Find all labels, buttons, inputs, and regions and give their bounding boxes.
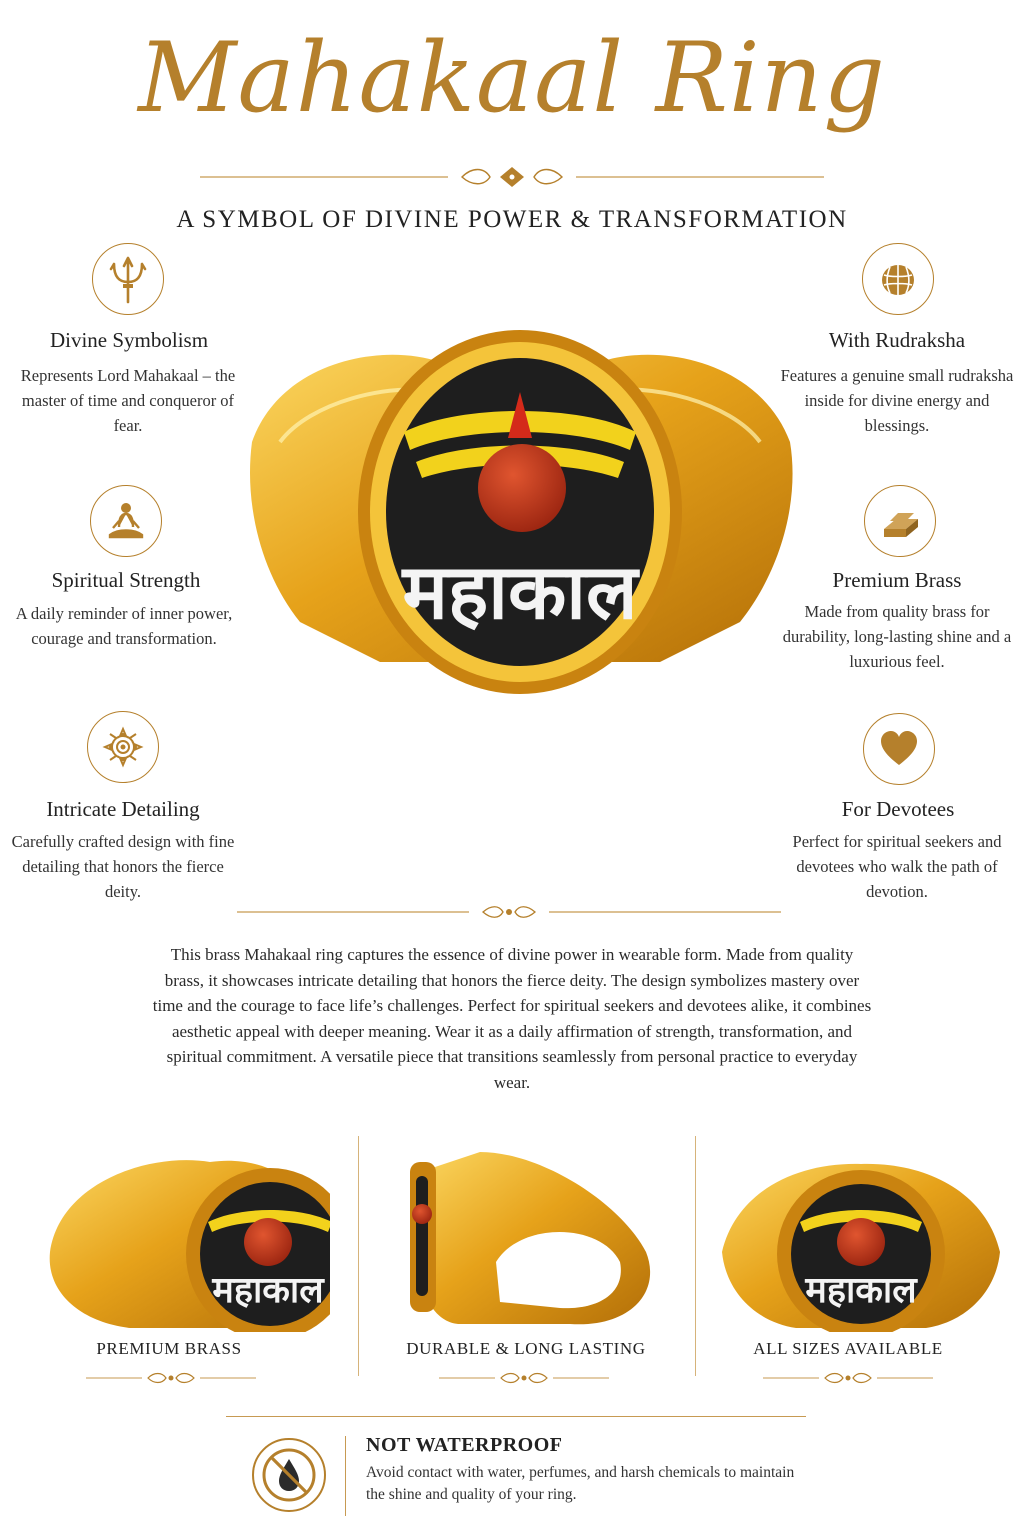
feature-title-with-rudraksha: With Rudraksha xyxy=(828,328,966,352)
feature-text-intricate-detailing: Carefully crafted design with fine detailing that honors the fierce deity. xyxy=(11,832,235,901)
caption-ornament xyxy=(86,1371,256,1385)
heart-icon xyxy=(863,713,935,785)
page-subtitle: A SYMBOL OF DIVINE POWER & TRANSFORMATION xyxy=(176,206,848,233)
ring-inscription: महाकाल xyxy=(212,1270,324,1311)
caption-ornament xyxy=(763,1371,933,1385)
feature-title-for-devotees: For Devotees xyxy=(841,797,955,821)
trident-icon xyxy=(92,243,164,315)
product-description: This brass Mahakaal ring captures the essence of divine power in wearable form. Made from quality brass, it showcases intricate detailing that honors the fierce deity. The design symbolizes mastery over time and the courage to face life’s challenges. Perfect for spiritual seekers and devotees alike, it combines aesthetic appeal with deeper meaning. Wear it as a daily affirmation of strength, transformation, and spiritual commitment. A versatile piece that transitions seamlessly from personal practice to everyday wear. xyxy=(152,945,872,1092)
feature-text-premium-brass: Made from quality brass for durability, long-lasting shine and a luxurious feel. xyxy=(782,602,1012,671)
meditation-icon xyxy=(90,485,162,557)
ring-inscription: महाकाल xyxy=(805,1270,917,1311)
feature-text-for-devotees: Perfect for spiritual seekers and devotees who walk the path of devotion. xyxy=(792,832,1002,901)
footer-divider xyxy=(226,1416,806,1417)
gallery-separator xyxy=(358,1136,359,1376)
caption-durable: DURABLE & LONG LASTING xyxy=(406,1339,646,1358)
gallery-ring-front xyxy=(716,1142,1006,1332)
brass-bar-icon xyxy=(864,485,936,557)
rudraksha-icon xyxy=(862,243,934,315)
no-water-icon xyxy=(252,1438,326,1512)
feature-title-intricate-detailing: Intricate Detailing xyxy=(46,797,200,821)
mandala-icon xyxy=(87,711,159,783)
warning-text: Avoid contact with water, perfumes, and harsh chemicals to maintain the shine and quality of your ring. xyxy=(366,1464,795,1503)
feature-text-with-rudraksha: Features a genuine small rudraksha inside for divine energy and blessings. xyxy=(780,366,1014,435)
caption-premium-brass: PREMIUM BRASS xyxy=(96,1339,242,1358)
caption-all-sizes: ALL SIZES AVAILABLE xyxy=(753,1339,943,1358)
mid-ornament-divider xyxy=(237,902,781,922)
feature-title-divine-symbolism: Divine Symbolism xyxy=(49,328,209,352)
feature-title-premium-brass: Premium Brass xyxy=(832,568,962,592)
warning-separator xyxy=(345,1436,346,1516)
gallery-ring-side xyxy=(400,1142,670,1332)
page-title: Mahakaal Ring xyxy=(138,22,886,134)
caption-ornament xyxy=(439,1371,609,1385)
feature-title-spiritual-strength: Spiritual Strength xyxy=(51,568,201,592)
warning-title: NOT WATERPROOF xyxy=(366,1434,563,1456)
feature-text-spiritual-strength: A daily reminder of inner power, courage and transformation. xyxy=(15,604,233,648)
main-ring-image xyxy=(240,322,800,722)
gallery-ring-front-left xyxy=(40,1142,330,1332)
ring-inscription: महाकाल xyxy=(402,547,638,636)
header-ornament-divider xyxy=(200,164,824,190)
feature-text-divine-symbolism: Represents Lord Mahakaal – the master of time and conqueror of fear. xyxy=(20,366,236,435)
